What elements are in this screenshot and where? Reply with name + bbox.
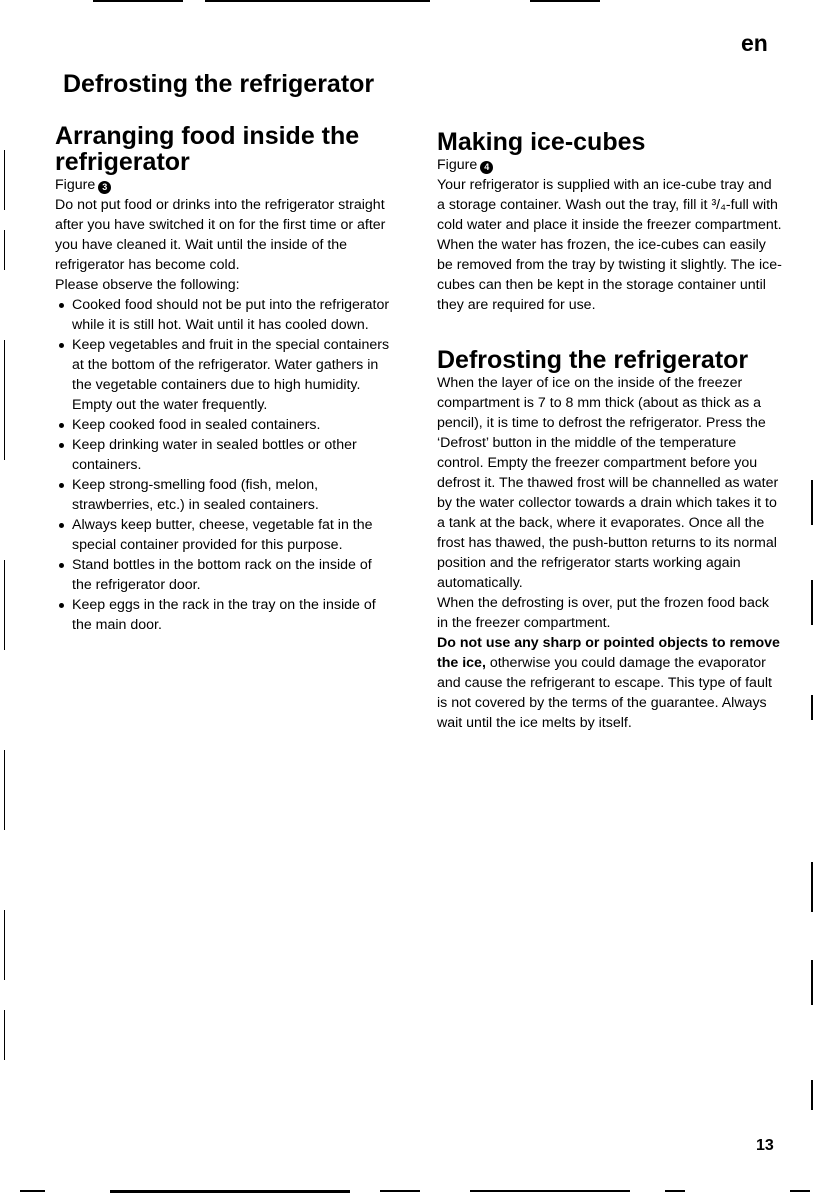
ice-cubes-paragraph [437,175,782,315]
warning-bold: Do not use any sharp or pointed objects to remove the ice, [437,635,780,671]
heading-line: Arranging food inside the [55,122,360,150]
right-margin-line [811,960,813,1005]
left-margin-line [4,150,5,210]
list-item: Stand bottles in the bottom rack on the inside of the refrigerator door. [55,555,395,595]
defrost-paragraph: When the layer of ice on the inside of the freezer compartment is 7 to 8 mm thick (about as thick as a pencil), it is time to defrost the refrigerator. Press the ‘Defrost’ button in the middle of the temperature control. Empty the freezer compartment before you defrost it. The thawed frost will be channelled as water by the water collector towards a drain which takes it to a tank at the back, where it evaporates. Once all the frost has thawed, the push-button returns to its normal position and the refrigerator starts working again automatically. [437,375,779,591]
fraction: ³/₄ [711,197,726,213]
right-margin-line [811,862,813,912]
bottom-rule [470,1190,630,1192]
warning-text: otherwise you could damage the evaporator and cause the refrigerant to escape. This type of fault is not covered by the terms of the guarantee. Always wait until the ice melts by itself. [437,655,772,731]
bottom-rule [380,1190,420,1192]
food-tips-list [55,295,395,635]
left-margin-line [4,230,5,270]
warning-paragraph [437,633,782,733]
right-margin-line [811,480,813,525]
intro-paragraph: Do not put food or drinks into the refrigerator straight after you have switched it on for the first time or after you have cleaned it. Wait until the inside of the refrigerator has become cold. [55,197,386,273]
left-margin-line [4,910,5,980]
observe-line: Please observe the following: [55,277,240,293]
figure-label: Figure [437,157,478,173]
bottom-rule [20,1190,45,1192]
text-run: -full with cold water and place it inside the freezer compartment. When the water has frozen, the ice-cubes can easily be removed from the tray by twisting it slightly. The ice-cubes can then be kept in the storage container until they are required for use. [437,197,782,313]
list-item: Keep drinking water in sealed bottles or other containers. [55,435,395,475]
list-item: Keep strong-smelling food (fish, melon, strawberries, etc.) in sealed containers. [55,475,395,515]
section-heading-arranging [55,123,395,175]
top-rule [530,0,600,2]
heading-line: refrigerator [55,148,190,176]
right-margin-line [811,695,813,720]
left-column [55,123,395,635]
list-item: Keep vegetables and fruit in the special containers at the bottom of the refrigerator. Water gathers in the vegetable containers due to high humidity. Empty out the water frequently. [55,335,395,415]
left-margin-line [4,340,5,460]
bottom-rule [110,1190,350,1193]
section-heading-ice-cubes: Making ice-cubes [437,128,646,156]
language-code: en [741,30,768,56]
right-margin-line [811,580,813,625]
page-number: 13 [756,1137,774,1154]
top-rule [93,0,183,2]
bottom-rule [790,1190,810,1192]
left-margin-line [4,750,5,830]
bottom-rule [665,1190,685,1192]
figure-number-badge: 4 [480,161,493,174]
page-header-title: Defrosting the refrigerator [63,70,375,98]
figure-reference [55,175,395,195]
right-margin-line [811,1080,813,1110]
figure-reference [437,155,782,175]
list-item: Keep eggs in the rack in the tray on the inside of the main door. [55,595,395,635]
right-column [437,129,782,733]
left-margin-line [4,560,5,650]
top-rule [205,0,430,2]
left-margin-line [4,1010,5,1060]
list-item: Always keep butter, cheese, vegetable fat in the special container provided for this purpose. [55,515,395,555]
list-item: Cooked food should not be put into the refrigerator while it is still hot. Wait until it has cooled down. [55,295,395,335]
section-heading-defrosting: Defrosting the refrigerator [437,346,749,374]
figure-number-badge: 3 [98,181,111,194]
defrost-after-paragraph: When the defrosting is over, put the frozen food back in the freezer compartment. [437,595,770,631]
list-item: Keep cooked food in sealed containers. [55,415,395,435]
text-run: Your refrigerator is supplied with an ice-cube tray and a storage container. Wash out the tray, fill it [437,177,772,213]
figure-label: Figure [55,177,96,193]
